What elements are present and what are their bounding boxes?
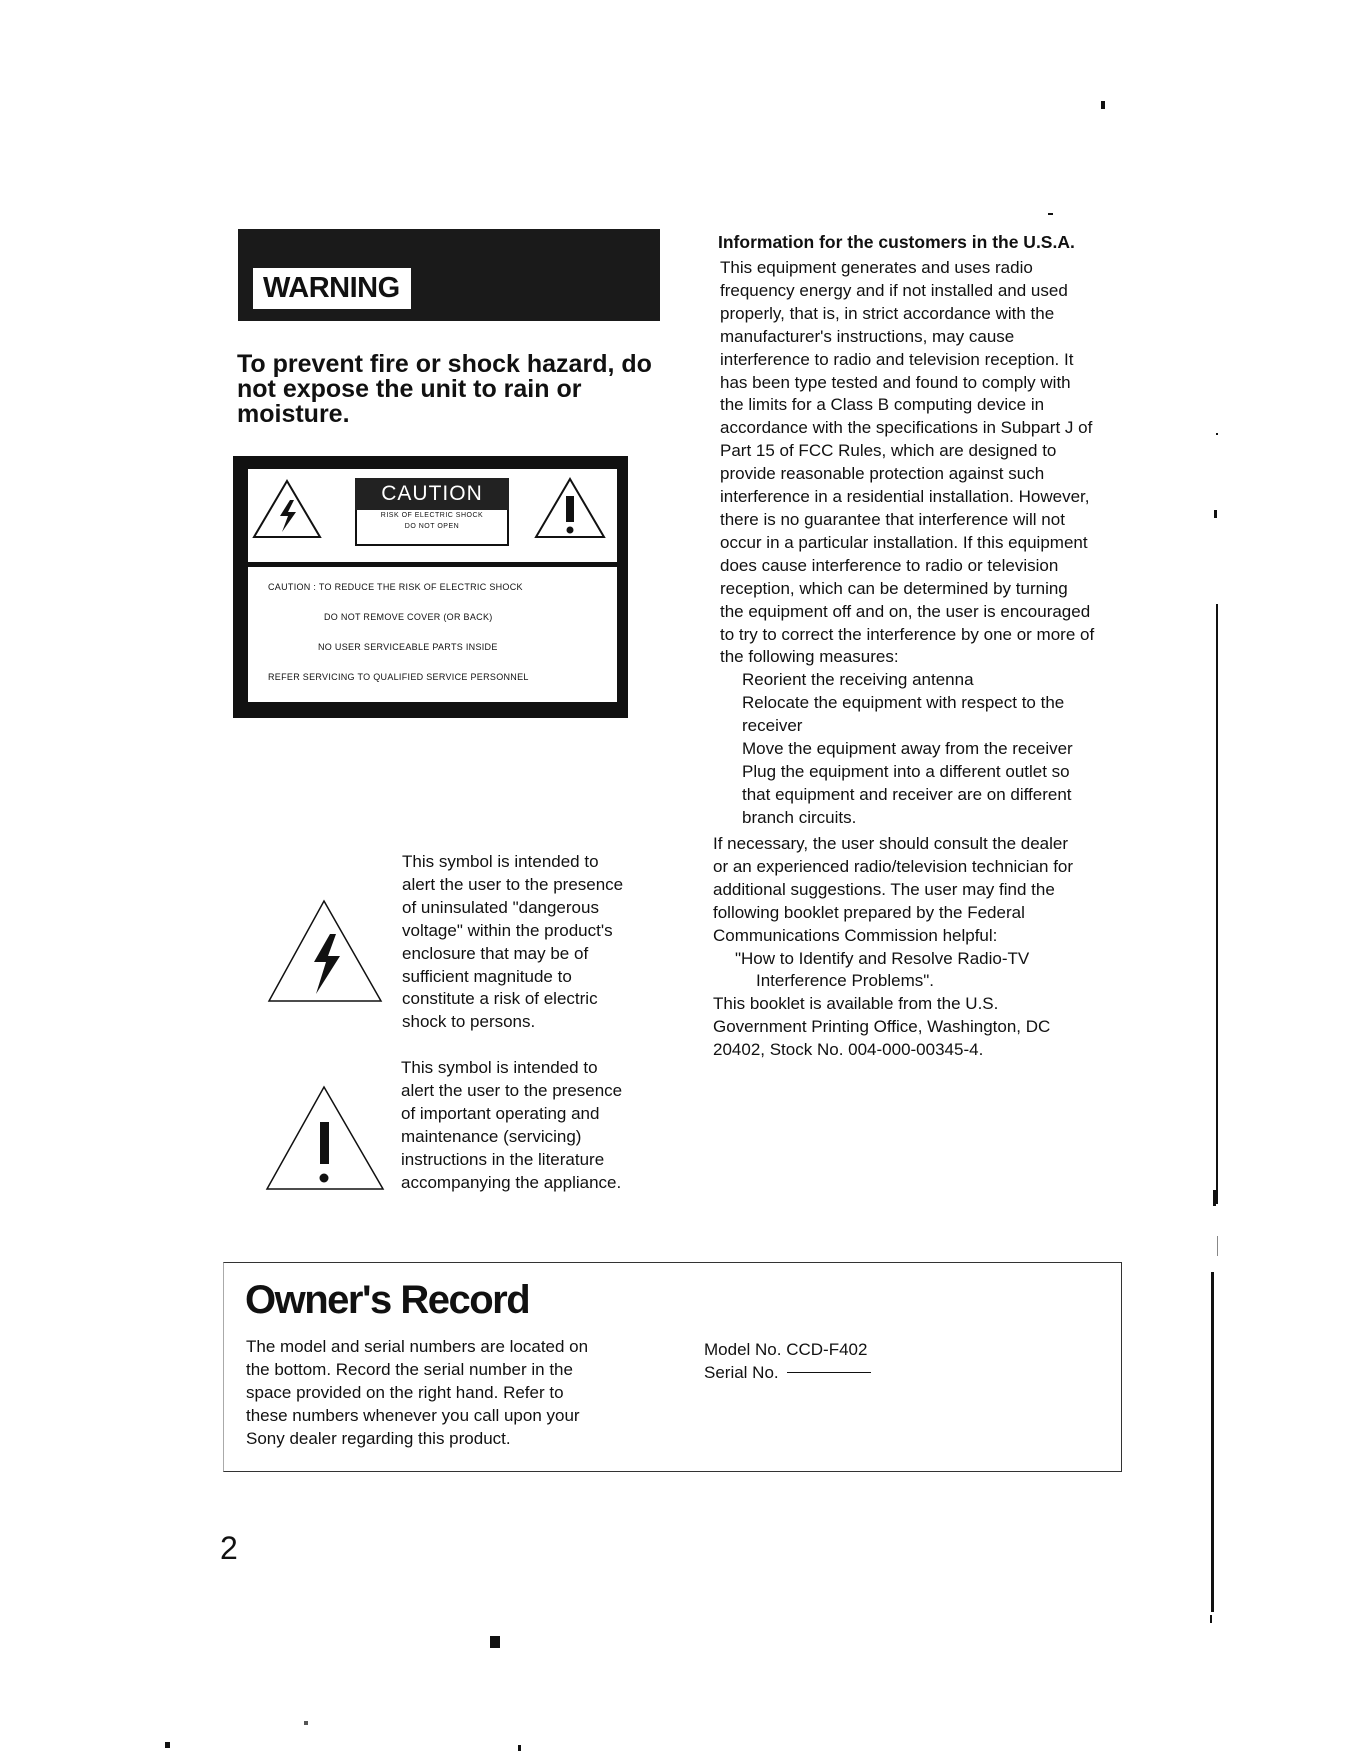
caution-small-line: DO NOT OPEN — [404, 523, 460, 530]
text-line: occur in a particular installation. If this equipment — [720, 532, 1088, 552]
measure-item: Move the equipment away from the receiver — [742, 739, 1073, 759]
serial-number-row — [704, 1362, 871, 1385]
text-line: of uninsulated "dangerous — [402, 897, 599, 917]
scan-dot — [1216, 433, 1218, 435]
text-line: of important operating and — [401, 1103, 600, 1123]
text-line: maintenance (servicing) — [401, 1126, 582, 1146]
scan-edge-line — [1211, 1272, 1214, 1612]
text-line: or an experienced radio/television technician for — [713, 856, 1074, 876]
text-line: If necessary, the user should consult the dealer — [713, 834, 1068, 853]
text-line: manufacturer's instructions, may cause — [720, 326, 1015, 346]
caution-title: CAUTION — [355, 478, 509, 510]
text-line: constitute a risk of electric — [402, 989, 598, 1009]
measure-item: Plug the equipment into a different outlet so — [742, 761, 1070, 781]
text-line: enclosure that may be of — [402, 943, 589, 963]
booklet-title: "How to Identify and Resolve Radio-TV — [735, 948, 1030, 968]
text-line: Part 15 of FCC Rules, which are designed to — [720, 441, 1057, 461]
exclamation-symbol-description — [401, 1057, 671, 1194]
measure-item: Reorient the receiving antenna — [742, 670, 974, 690]
measure-item: that equipment and receiver are on different — [742, 784, 1072, 804]
exclamation-symbol-icon — [264, 1084, 386, 1192]
caution-line: CAUTION : TO REDUCE THE RISK OF ELECTRIC SHOCK — [268, 582, 523, 592]
text-line: interference in a residential installation. However, — [720, 487, 1090, 507]
scan-dot — [304, 1721, 308, 1725]
text-line: frequency energy and if not installed and used — [720, 280, 1068, 300]
text-line: to try to correct the interference by one or more of — [720, 624, 1095, 644]
model-serial-block — [704, 1339, 871, 1385]
scan-dot — [1214, 510, 1217, 518]
fcc-closing — [713, 833, 1073, 1062]
text-line: interference to radio and television reception. It — [720, 349, 1074, 369]
text-line: Sony dealer regarding this product. — [246, 1428, 511, 1448]
measure-item: branch circuits. — [742, 807, 857, 827]
text-line: This booklet is available from the U.S. — [713, 994, 999, 1014]
text-line: Communications Commission helpful: — [713, 925, 998, 945]
text-line: accompanying the appliance. — [401, 1172, 622, 1192]
scan-mark — [1217, 1236, 1218, 1256]
measure-item: Relocate the equipment with respect to the — [742, 693, 1065, 713]
text-line: additional suggestions. The user may find the — [713, 879, 1055, 899]
text-line: the equipment off and on, the user is encouraged — [720, 601, 1091, 621]
text-line: instructions in the literature — [401, 1149, 605, 1169]
scan-dot — [1101, 101, 1105, 109]
text-line: The model and serial numbers are located on — [246, 1337, 589, 1356]
fcc-heading: Information for the customers in the U.S.A. — [718, 232, 1075, 252]
lightning-warning-icon — [252, 478, 322, 540]
text-line: sufficient magnitude to — [402, 966, 572, 986]
lightning-symbol-icon — [266, 898, 384, 1004]
text-line: has been type tested and found to comply with — [720, 372, 1071, 392]
text-line: This symbol is intended to — [401, 1058, 598, 1077]
caution-line: NO USER SERVICEABLE PARTS INSIDE — [318, 642, 498, 652]
text-line: alert the user to the presence — [401, 1080, 623, 1100]
warning-label: WARNING — [253, 268, 411, 309]
scan-dot — [490, 1636, 500, 1648]
scan-dot — [1048, 213, 1053, 215]
text-line: 20402, Stock No. 004-000-00345-4. — [713, 1040, 984, 1060]
lightning-symbol-description — [402, 851, 672, 1034]
text-line: does cause interference to radio or television — [720, 555, 1059, 575]
model-number: Model No. CCD-F402 — [704, 1340, 868, 1359]
scan-edge-line — [1216, 604, 1218, 1204]
text-line: the bottom. Record the serial number in the — [246, 1359, 573, 1379]
scan-dot — [165, 1742, 170, 1748]
text-line: the following measures: — [720, 647, 899, 667]
exclamation-warning-icon — [534, 476, 606, 540]
caution-small-line: RISK OF ELECTRIC SHOCK — [380, 512, 484, 519]
text-line: the limits for a Class B computing device in — [720, 395, 1045, 415]
text-line: This symbol is intended to — [402, 852, 599, 871]
serial-number-blank — [787, 1372, 871, 1373]
scan-dot — [1210, 1615, 1212, 1623]
text-line: shock to persons. — [402, 1012, 536, 1032]
warning-text: To prevent fire or shock hazard, do not expose the unit to rain or moisture. — [237, 350, 652, 428]
scan-dot — [518, 1745, 521, 1751]
text-line: reception, which can be determined by turning — [720, 578, 1068, 598]
fcc-paragraph — [720, 257, 1094, 830]
text-line: these numbers whenever you call upon your — [246, 1405, 580, 1425]
scan-mark — [1213, 1190, 1216, 1206]
text-line: voltage" within the product's — [402, 920, 613, 940]
text-line: Government Printing Office, Washington, DC — [713, 1017, 1051, 1037]
booklet-title: Interference Problems". — [756, 971, 935, 991]
measure-item: receiver — [742, 716, 803, 736]
text-line: accordance with the specifications in Subpart J of — [720, 418, 1093, 438]
owners-record-title: Owner's Record — [245, 1278, 530, 1322]
serial-number-label: Serial No. — [704, 1362, 779, 1382]
text-line: properly, that is, in strict accordance with the — [720, 303, 1055, 323]
text-line: This equipment generates and uses radio — [720, 258, 1033, 277]
text-line: alert the user to the presence — [402, 874, 624, 894]
text-line: provide reasonable protection against such — [720, 464, 1045, 484]
text-line: space provided on the right hand. Refer to — [246, 1382, 564, 1402]
text-line: following booklet prepared by the Federal — [713, 902, 1025, 922]
caution-line: REFER SERVICING TO QUALIFIED SERVICE PERSONNEL — [268, 672, 529, 682]
caution-small-text — [357, 510, 507, 532]
owners-record-text — [246, 1336, 666, 1451]
page-number: 2 — [220, 1530, 238, 1566]
text-line: there is no guarantee that interference will not — [720, 509, 1065, 529]
caution-line: DO NOT REMOVE COVER (OR BACK) — [324, 612, 493, 622]
